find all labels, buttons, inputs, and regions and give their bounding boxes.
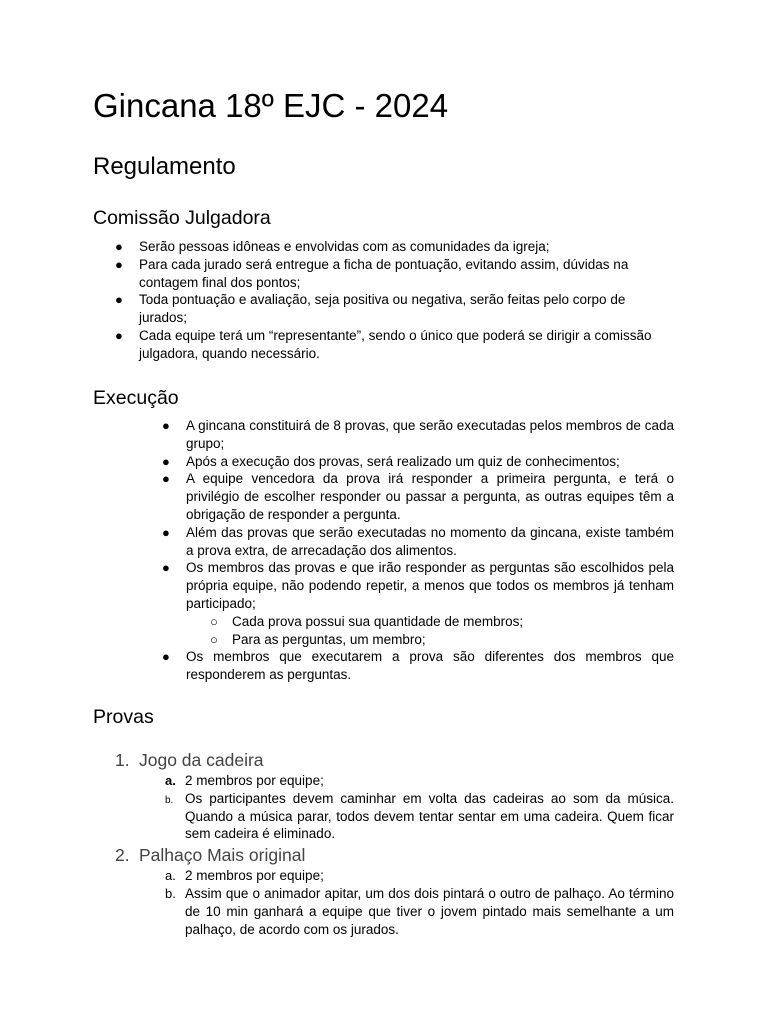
list-item: a. 2 membros por equipe; (165, 868, 324, 884)
list-item: b. Os participantes devem caminhar em volta das cadeiras ao som da música. Quando a música parar, todos devem tentar sentar em uma cadeira. Quem ficar sem cadeira é eliminado. (165, 790, 674, 842)
bullet: ● (162, 524, 170, 540)
list-item: ● A gincana constituirá de 8 provas, que serão executadas pelos membros de cada grupo; (162, 418, 674, 451)
heading-provas: Provas (93, 706, 154, 728)
sub-bullet: ○ (210, 631, 218, 647)
bullet: ● (115, 327, 123, 343)
list-item: a. 2 membros por equipe; (165, 773, 324, 788)
sub-bullet: ○ (210, 613, 218, 629)
bullet: ● (162, 471, 170, 487)
list-item: ● Os membros das provas e que irão responder as perguntas são escolhidos pela própria equipe, não podendo repetir, a menos que todos os membros já tenham participado; (162, 560, 674, 611)
sub-list-item: ○ Para as perguntas, um membro; (210, 631, 426, 647)
item-marker: a. (165, 773, 176, 788)
item-marker: b. (165, 885, 176, 901)
list-item: ● Serão pessoas idôneas e envolvidas com as comunidades da igreja; (115, 239, 550, 254)
item-marker: a. (165, 868, 176, 884)
list-item: ● Após a execução dos provas, será realizado um quiz de conhecimentos; (162, 453, 620, 469)
list-item: ● Além das provas que serão executadas no momento da gincana, existe também a prova extra, de arrecadação dos alimentos. (162, 524, 674, 558)
document-title: Gincana 18º EJC - 2024 (93, 87, 449, 124)
item-marker: b. (165, 794, 174, 806)
provas-list (115, 748, 674, 938)
list-item: ● A equipe vencedora da prova irá responder a primeira pergunta, e terá o privilégio de escolher responder ou passar a pergunta, as outras equipes têm a obrigação de responder a pergunta. (162, 471, 674, 522)
heading-comissao-julgadora: Comissão Julgadora (93, 207, 271, 229)
bullet: ● (162, 418, 170, 433)
list-item: ● Cada equipe terá um “representante”, sendo o único que poderá se dirigir a comissão julgadora, quando necessário. (115, 327, 652, 361)
heading-execucao: Execução (93, 387, 179, 409)
section-title-regulamento: Regulamento (93, 153, 236, 180)
comissao-list (115, 238, 669, 363)
prova-details (165, 867, 674, 938)
prova-details (165, 772, 674, 843)
bullet: ● (162, 560, 170, 576)
list-item: b. Assim que o animador apitar, um dos dois pintará o outro de palhaço. Ao término de 10 min ganhará a equipe que tiver o jovem pintado mais semelhante a um palhaço, de acordo com os jurados. (165, 885, 674, 937)
prova-item (115, 843, 674, 938)
list-item: ● Os membros que executarem a prova são diferentes dos membros que responderem as perguntas. (162, 649, 674, 683)
bullet: ● (115, 292, 123, 308)
bullet: ● (115, 239, 123, 254)
execucao-list (162, 417, 674, 684)
prova-number: 2. (115, 845, 130, 866)
list-item: ● Toda pontuação e avaliação, seja positiva ou negativa, serão feitas pelo corpo de jurados; (115, 292, 626, 326)
bullet: ● (115, 256, 123, 272)
sub-list-item: ○ Cada prova possui sua quantidade de membros; (210, 613, 524, 629)
bullet: ● (162, 453, 170, 469)
prova-title: 1. Jogo da cadeira (115, 750, 264, 770)
bullet: ● (162, 649, 170, 665)
list-item: ● Para cada jurado será entregue a ficha de pontuação, evitando assim, dúvidas na contagem final dos pontos; (115, 256, 629, 290)
prova-title: 2. Palhaço Mais original (115, 845, 306, 866)
prova-item (115, 748, 674, 843)
prova-number: 1. (115, 750, 130, 770)
